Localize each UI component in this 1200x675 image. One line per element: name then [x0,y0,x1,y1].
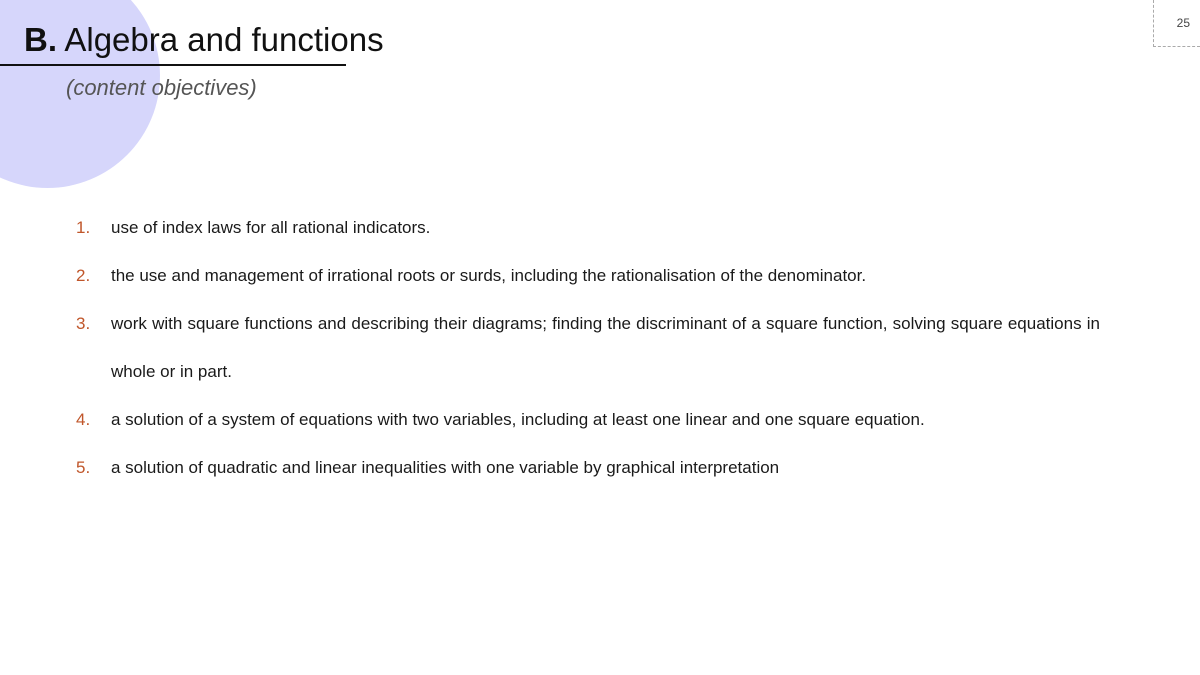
objective-item [76,300,1100,396]
title-underline [0,64,346,66]
objective-item [76,444,1100,492]
objective-text: a solution of a system of equations with two variables, including at least one linear and one square equation. [111,410,925,429]
slide-subtitle: (content objectives) [66,75,257,100]
title-prefix: B. [24,21,57,58]
objective-item [76,396,1100,444]
objectives-list [76,204,1100,492]
objective-number: 2. [76,266,91,285]
title-text: Algebra and functions [64,21,384,58]
objective-number: 5. [76,458,91,477]
objective-item [76,252,1100,300]
objective-text: use of index laws for all rational indicators. [111,218,431,237]
objective-number: 3. [76,314,91,333]
objective-item [76,204,1100,252]
objective-number: 4. [76,410,91,429]
page-number: 25 [1176,16,1190,30]
objective-text: a solution of quadratic and linear inequalities with one variable by graphical interpretation [111,458,780,477]
page-number-box [1153,0,1200,47]
slide-title [24,20,384,60]
objective-number: 1. [76,218,91,237]
objective-text: the use and management of irrational roots or surds, including the rationalisation of the denominator. [111,266,867,285]
objective-text: work with square functions and describing their diagrams; finding the discriminant of a square function, solving square equations in whole or in part. [111,314,1100,381]
